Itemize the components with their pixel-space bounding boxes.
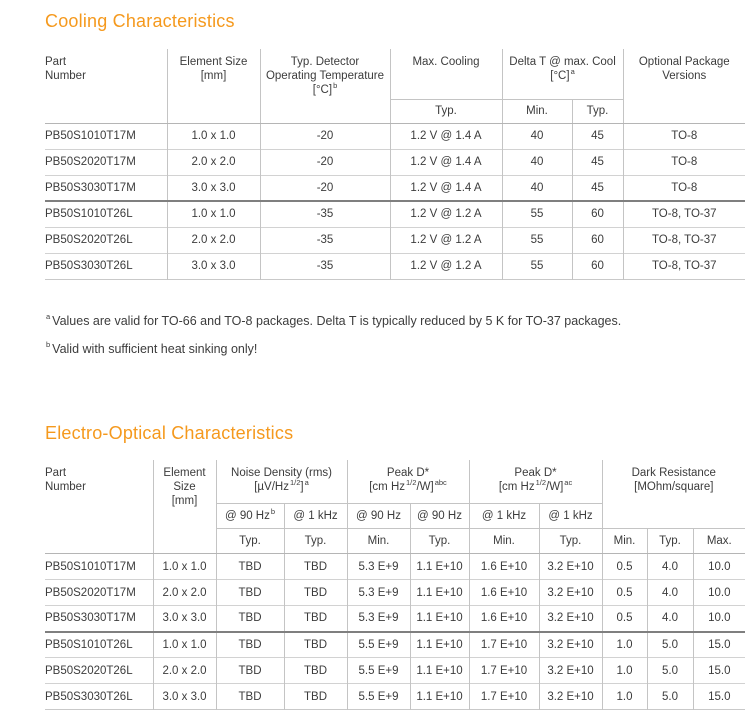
subheader-delta-min: Min.	[502, 99, 572, 123]
peak-90hz-min-cell: 5.5 E+9	[347, 658, 410, 684]
peak-90hz-min-cell: 5.5 E+9	[347, 632, 410, 658]
noise-1khz-cell: TBD	[284, 580, 347, 606]
footnote-b-marker: b	[46, 340, 51, 350]
table-row	[45, 606, 745, 632]
peak-90hz-typ-cell: 1.1 E+10	[410, 580, 469, 606]
dark-typ-cell: 5.0	[647, 632, 693, 658]
delta-min-cell: 55	[502, 201, 572, 227]
table-row	[45, 149, 745, 175]
operating-temp-cell: -35	[260, 201, 390, 227]
subheader-peak-90hz-min: Min.	[347, 529, 410, 554]
cooling-footnotes	[45, 307, 745, 363]
element-size-cell: 1.0 x 1.0	[167, 201, 260, 227]
element-size-cell: 2.0 x 2.0	[167, 227, 260, 253]
part-number-cell: PB50S2020T17M	[45, 586, 136, 599]
noise-1khz-cell: TBD	[284, 606, 347, 632]
max-cooling-cell: 1.2 V @ 1.4 A	[390, 175, 502, 201]
operating-temp-cell: -35	[260, 253, 390, 279]
noise-1khz-cell: TBD	[284, 658, 347, 684]
noise-90hz-cell: TBD	[216, 606, 284, 632]
peak-1khz-min-cell: 1.6 E+10	[469, 554, 539, 580]
peak-90hz-min-cell: 5.5 E+9	[347, 684, 410, 710]
operating-temp-cell: -35	[260, 227, 390, 253]
part-number-cell: PB50S1010T17M	[45, 130, 136, 142]
operating-temp-cell: -20	[260, 123, 390, 149]
col-header-dark-resistance: Dark Resistance [MOhm/square]	[602, 460, 745, 529]
element-size-cell: 2.0 x 2.0	[153, 658, 216, 684]
col-header-peak-d-1khz: Peak D* [cm $Hz^{1/2}/W]^{ac}$	[469, 460, 602, 504]
table-row	[45, 658, 745, 684]
element-size-cell: 3.0 x 3.0	[153, 684, 216, 710]
dark-min-cell: 0.5	[602, 580, 647, 606]
peak-90hz-min-cell: 5.3 E+9	[347, 606, 410, 632]
peak-1khz-typ-cell: 3.2 E+10	[539, 554, 602, 580]
table-row	[45, 580, 745, 606]
peak-90hz-min-cell: 5.3 E+9	[347, 554, 410, 580]
subheader-noise-90hz-typ: Typ.	[216, 529, 284, 554]
peak-90hz-typ-cell: 1.1 E+10	[410, 606, 469, 632]
peak-1khz-min-cell: 1.7 E+10	[469, 684, 539, 710]
peak-1khz-min-cell: 1.6 E+10	[469, 606, 539, 632]
peak-90hz-typ-cell: 1.1 E+10	[410, 632, 469, 658]
part-number-cell: PB50S1010T17M	[45, 560, 136, 573]
dark-typ-cell: 4.0	[647, 606, 693, 632]
delta-typ-cell: 45	[572, 123, 623, 149]
max-cooling-cell: 1.2 V @ 1.2 A	[390, 253, 502, 279]
subheader-freq-90hz-1: @ 90 Hz	[347, 504, 410, 529]
cooling-section-title: Cooling Characteristics	[45, 11, 235, 31]
noise-1khz-cell: TBD	[284, 554, 347, 580]
table-row	[45, 227, 745, 253]
delta-typ-cell: 60	[572, 201, 623, 227]
electro-optical-section-title: Electro-Optical Characteristics	[45, 422, 294, 443]
dark-typ-cell: 5.0	[647, 684, 693, 710]
dark-max-cell: 15.0	[693, 632, 745, 658]
electro-table-body	[45, 554, 745, 710]
element-size-cell: 2.0 x 2.0	[153, 580, 216, 606]
element-size-cell: 1.0 x 1.0	[153, 554, 216, 580]
delta-typ-cell: 45	[572, 149, 623, 175]
peak-1khz-min-cell: 1.7 E+10	[469, 632, 539, 658]
delta-typ-cell: 45	[572, 175, 623, 201]
delta-min-cell: 55	[502, 227, 572, 253]
subheader-freq-90hz-b: @ 90 Hz$^b$	[216, 504, 284, 529]
peak-90hz-min-cell: 5.3 E+9	[347, 580, 410, 606]
dark-min-cell: 0.5	[602, 606, 647, 632]
peak-1khz-typ-cell: 3.2 E+10	[539, 684, 602, 710]
package-cell: TO-8, TO-37	[623, 227, 745, 253]
subheader-freq-90hz-2: @ 90 Hz	[410, 504, 469, 529]
noise-1khz-cell: TBD	[284, 684, 347, 710]
part-number-cell: PB50S1010T26L	[45, 208, 133, 221]
max-cooling-cell: 1.2 V @ 1.4 A	[390, 123, 502, 149]
dark-max-cell: 15.0	[693, 684, 745, 710]
delta-min-cell: 40	[502, 123, 572, 149]
operating-temp-cell: -20	[260, 175, 390, 201]
package-cell: TO-8	[623, 175, 745, 201]
subheader-peak-90hz-typ: Typ.	[410, 529, 469, 554]
delta-typ-cell: 60	[572, 253, 623, 279]
dark-typ-cell: 5.0	[647, 658, 693, 684]
table-row	[45, 175, 745, 201]
dark-typ-cell: 4.0	[647, 554, 693, 580]
peak-1khz-typ-cell: 3.2 E+10	[539, 658, 602, 684]
dark-min-cell: 1.0	[602, 632, 647, 658]
subheader-cooling-typ: Typ.	[390, 99, 502, 123]
table-row	[45, 684, 745, 710]
peak-90hz-typ-cell: 1.1 E+10	[410, 684, 469, 710]
package-cell: TO-8	[623, 123, 745, 149]
subheader-peak-1khz-min: Min.	[469, 529, 539, 554]
dark-typ-cell: 4.0	[647, 580, 693, 606]
element-size-cell: 3.0 x 3.0	[153, 606, 216, 632]
dark-max-cell: 10.0	[693, 554, 745, 580]
part-number-cell: PB50S3030T17M	[45, 612, 136, 625]
dark-min-cell: 1.0	[602, 658, 647, 684]
package-cell: TO-8	[623, 149, 745, 175]
noise-90hz-cell: TBD	[216, 632, 284, 658]
noise-90hz-cell: TBD	[216, 580, 284, 606]
max-cooling-cell: 1.2 V @ 1.2 A	[390, 201, 502, 227]
col-header-detector-temperature: Typ. Detector Operating Temperature $[^\circ C]^b$	[260, 49, 390, 123]
part-number-cell: PB50S3030T26L	[45, 260, 133, 272]
noise-1khz-cell: TBD	[284, 632, 347, 658]
col-header-part-number: Part Number	[45, 49, 167, 123]
noise-90hz-cell: TBD	[216, 554, 284, 580]
peak-1khz-typ-cell: 3.2 E+10	[539, 606, 602, 632]
dark-max-cell: 10.0	[693, 606, 745, 632]
footnote-a	[45, 307, 745, 335]
noise-90hz-cell: TBD	[216, 684, 284, 710]
part-number-cell: PB50S2020T17M	[45, 156, 136, 168]
max-cooling-cell: 1.2 V @ 1.4 A	[390, 149, 502, 175]
element-size-cell: 1.0 x 1.0	[153, 632, 216, 658]
peak-1khz-min-cell: 1.6 E+10	[469, 580, 539, 606]
col-header-peak-d-90hz: Peak D* [cm $Hz^{1/2}/W]^{abc}$	[347, 460, 469, 504]
cooling-table	[45, 49, 745, 280]
subheader-dark-min: Min.	[602, 529, 647, 554]
col-header-delta-t: Delta T @ max. Cool $[^\circ C]^a$	[502, 49, 623, 99]
subheader-freq-1khz-a: @ 1 kHz	[284, 504, 347, 529]
footnote-b	[45, 335, 745, 363]
dark-max-cell: 10.0	[693, 580, 745, 606]
cooling-table-header	[45, 49, 745, 123]
delta-typ-cell: 60	[572, 227, 623, 253]
col-header-noise-density: Noise Density (rms) $[\mu V/Hz^{1/2}]^a$	[216, 460, 347, 504]
subheader-noise-1khz-typ: Typ.	[284, 529, 347, 554]
subheader-freq-1khz-2: @ 1 kHz	[539, 504, 602, 529]
table-row	[45, 253, 745, 279]
peak-1khz-typ-cell: 3.2 E+10	[539, 632, 602, 658]
col-header-part-number: Part Number	[45, 460, 153, 554]
max-cooling-cell: 1.2 V @ 1.2 A	[390, 227, 502, 253]
col-header-element-size: Element Size [mm]	[167, 49, 260, 123]
element-size-cell: 3.0 x 3.0	[167, 253, 260, 279]
part-number-cell: PB50S3030T26L	[45, 690, 133, 703]
subheader-dark-typ: Typ.	[647, 529, 693, 554]
subheader-dark-max: Max.	[693, 529, 745, 554]
part-number-cell: PB50S1010T26L	[45, 638, 133, 651]
noise-90hz-cell: TBD	[216, 658, 284, 684]
dark-min-cell: 1.0	[602, 684, 647, 710]
element-size-cell: 3.0 x 3.0	[167, 175, 260, 201]
table-row	[45, 554, 745, 580]
dark-min-cell: 0.5	[602, 554, 647, 580]
table-row	[45, 123, 745, 149]
col-header-max-cooling: Max. Cooling	[390, 49, 502, 99]
peak-1khz-typ-cell: 3.2 E+10	[539, 580, 602, 606]
electro-table-header	[45, 460, 745, 554]
element-size-cell: 2.0 x 2.0	[167, 149, 260, 175]
part-number-cell: PB50S2020T26L	[45, 234, 133, 246]
part-number-cell: PB50S2020T26L	[45, 664, 133, 677]
cooling-table-body	[45, 123, 745, 279]
footnote-a-marker: a	[46, 312, 51, 322]
delta-min-cell: 40	[502, 149, 572, 175]
package-cell: TO-8, TO-37	[623, 253, 745, 279]
part-number-cell: PB50S3030T17M	[45, 181, 136, 194]
peak-90hz-typ-cell: 1.1 E+10	[410, 554, 469, 580]
package-cell: TO-8, TO-37	[623, 201, 745, 227]
subheader-peak-1khz-typ: Typ.	[539, 529, 602, 554]
dark-max-cell: 15.0	[693, 658, 745, 684]
footnote-b-text: Valid with sufficient heat sinking only!	[52, 341, 258, 356]
table-row	[45, 632, 745, 658]
col-header-element-size: Element Size [mm]	[153, 460, 216, 554]
subheader-freq-1khz-1: @ 1 kHz	[469, 504, 539, 529]
peak-90hz-typ-cell: 1.1 E+10	[410, 658, 469, 684]
footnote-a-text: Values are valid for TO-66 and TO-8 packages. Delta T is typically reduced by 5 K for TO-37 packages.	[52, 313, 622, 328]
operating-temp-cell: -20	[260, 149, 390, 175]
peak-1khz-min-cell: 1.7 E+10	[469, 658, 539, 684]
col-header-package-versions: Optional Package Versions	[623, 49, 745, 123]
delta-min-cell: 40	[502, 175, 572, 201]
electro-optical-table	[45, 460, 745, 711]
subheader-delta-typ: Typ.	[572, 99, 623, 123]
table-row	[45, 201, 745, 227]
element-size-cell: 1.0 x 1.0	[167, 123, 260, 149]
delta-min-cell: 55	[502, 253, 572, 279]
